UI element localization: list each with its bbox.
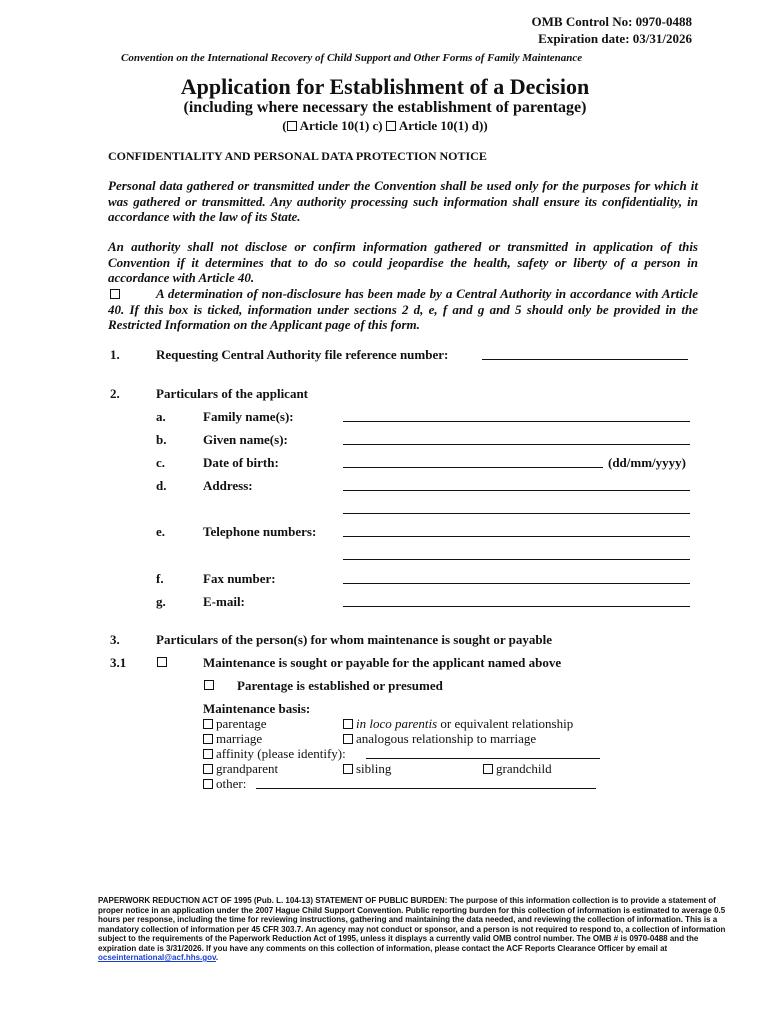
section-1-label: Requesting Central Authority file reference number: (156, 347, 449, 362)
item-letter: a. (156, 409, 166, 424)
parentage-established-label: Parentage is established or presumed (237, 678, 443, 693)
basis-sibling-checkbox[interactable] (343, 764, 353, 774)
basis-parentage-checkbox[interactable] (203, 719, 213, 729)
fax-field[interactable] (343, 572, 690, 584)
section-2-title: Particulars of the applicant (156, 386, 309, 401)
address-label: Address: (203, 478, 253, 493)
basis-affinity-label: affinity (please identify): (216, 746, 346, 761)
expiration-date: Expiration date: 03/31/2026 (538, 31, 692, 46)
basis-analogous-label: analogous relationship to marriage (356, 731, 537, 746)
telephone-label: Telephone numbers: (203, 524, 317, 539)
page-title: Application for Establishment of a Decision (180, 74, 590, 99)
acf-email-link[interactable]: ocseinternational@acf.hhs.gov (98, 953, 216, 962)
basis-loco-parentis-option (343, 716, 573, 732)
given-name-label: Given name(s): (203, 432, 288, 447)
basis-other-label: other: (216, 776, 247, 791)
section-1-number: 1. (110, 347, 120, 362)
section-3-number: 3. (110, 632, 120, 647)
section-2-number: 2. (110, 386, 120, 401)
date-format-hint: (dd/mm/yyyy) (608, 455, 686, 470)
non-disclosure-block (108, 286, 698, 333)
basis-grandparent-label: grandparent (216, 761, 279, 776)
article-open-paren: ( (282, 118, 287, 133)
basis-sibling-option (343, 761, 391, 777)
basis-analogous-checkbox[interactable] (343, 734, 353, 744)
basis-affinity-checkbox[interactable] (203, 749, 213, 759)
article-10-1-d-checkbox[interactable] (386, 121, 396, 131)
maintenance-basis-title: Maintenance basis: (203, 701, 311, 716)
basis-grandchild-option (483, 761, 552, 777)
telephone-field-line-1[interactable] (343, 525, 690, 537)
paperwork-reduction-end: . (215, 953, 219, 962)
address-field-line-1[interactable] (343, 479, 690, 491)
article-selector (0, 118, 770, 134)
basis-loco-parentis-rest: or equivalent relationship (437, 716, 574, 731)
fax-label: Fax number: (203, 571, 276, 586)
basis-analogous-option (343, 731, 536, 747)
notice-heading: CONFIDENTIALITY AND PERSONAL DATA PROTECTION NOTICE (108, 149, 487, 163)
file-reference-field[interactable] (482, 348, 688, 360)
date-of-birth-label: Date of birth: (203, 455, 279, 470)
basis-grandparent-checkbox[interactable] (203, 764, 213, 774)
item-letter: b. (156, 432, 167, 447)
item-letter: d. (156, 478, 167, 493)
basis-other-option (203, 776, 246, 792)
given-name-field[interactable] (343, 433, 690, 445)
notice-paragraph-3: A determination of non-disclosure has been made by a Central Authority in accordance with Article 40. If this box is ticked, information under sections 2 d, e, f and g and 5 should only be provided in the Restricted Information on the Applicant page of this form. (108, 286, 698, 332)
item-letter: g. (156, 594, 166, 609)
date-of-birth-field[interactable] (343, 456, 603, 468)
basis-grandparent-option (203, 761, 278, 777)
article-10-1-d-label: Article 10(1) d)) (398, 118, 488, 133)
basis-loco-parentis-italic: in loco parentis (356, 716, 438, 731)
basis-parentage-option (203, 716, 267, 732)
omb-control-number: OMB Control No: 0970-0488 (531, 14, 692, 29)
family-name-field[interactable] (343, 410, 690, 422)
item-letter: c. (156, 455, 166, 470)
maintenance-sought-checkbox[interactable] (157, 657, 167, 667)
telephone-field-line-2[interactable] (343, 548, 690, 560)
basis-affinity-field[interactable] (366, 747, 600, 759)
section-3-title: Particulars of the person(s) for whom maintenance is sought or payable (156, 632, 553, 647)
basis-sibling-label: sibling (356, 761, 392, 776)
basis-grandchild-checkbox[interactable] (483, 764, 493, 774)
item-letter: f. (156, 571, 164, 586)
convention-title: Convention on the International Recovery of Child Support and Other Forms of Family Maintenance (121, 52, 583, 64)
family-name-label: Family name(s): (203, 409, 294, 424)
basis-other-field[interactable] (256, 777, 596, 789)
basis-affinity-option (203, 746, 346, 762)
section-3-1-number: 3.1 (110, 655, 127, 670)
article-10-1-c-checkbox[interactable] (287, 121, 297, 131)
basis-other-checkbox[interactable] (203, 779, 213, 789)
email-field[interactable] (343, 595, 690, 607)
basis-loco-parentis-checkbox[interactable] (343, 719, 353, 729)
address-field-line-2[interactable] (343, 502, 690, 514)
paperwork-reduction-text: PAPERWORK REDUCTION ACT OF 1995 (Pub. L. 104-13) STATEMENT OF PUBLIC BURDEN: The purpose of this information collection is to provide a statement of proper notice in an application under the 2007 Hague Child Support Convention. Public reporting burden for this collection of information is estimated to average 0.5 hours per response, including the time for reviewing instructions, gathering and maintaining the data needed, and reviewing the collection of information. This is a mandatory collection of information per 45 CFR 303.7. An agency may not conduct or sponsor, and a person is not required to respond to, a collection of information subject to the requirements of the Paperwork Reduction Act of 1995, unless it displays a currently valid OMB control number. The OMB # is 0970-0488 and the expiration date is 3/31/2026. If you have any comments on this collection of information, please contact the ACF Reports Clearance Officer by email at (98, 896, 726, 953)
basis-marriage-checkbox[interactable] (203, 734, 213, 744)
paperwork-reduction-statement (98, 896, 730, 963)
page-subtitle: (including where necessary the establishment of parentage) (183, 99, 587, 116)
notice-paragraph-1: Personal data gathered or transmitted under the Convention shall be used only for the purposes for which it was gathered or transmitted. Any authority processing such information shall ensure its confidentiality, in accordance with the law of its State. (108, 178, 698, 224)
basis-grandchild-label: grandchild (496, 761, 552, 776)
item-letter: e. (156, 524, 166, 539)
email-label: E-mail: (203, 594, 245, 609)
parentage-established-checkbox[interactable] (204, 680, 214, 690)
maintenance-sought-label: Maintenance is sought or payable for the applicant named above (203, 655, 562, 670)
notice-paragraph-2: An authority shall not disclose or confirm information gathered or transmitted in application of this Convention if it determines that to do so could jeopardise the health, safety or liberty of a person in accordance with Article 40. (108, 239, 698, 285)
basis-parentage-label: parentage (216, 716, 267, 731)
basis-marriage-label: marriage (216, 731, 263, 746)
basis-marriage-option (203, 731, 262, 747)
non-disclosure-checkbox[interactable] (110, 289, 120, 299)
article-10-1-c-label: Article 10(1) c) (299, 118, 383, 133)
